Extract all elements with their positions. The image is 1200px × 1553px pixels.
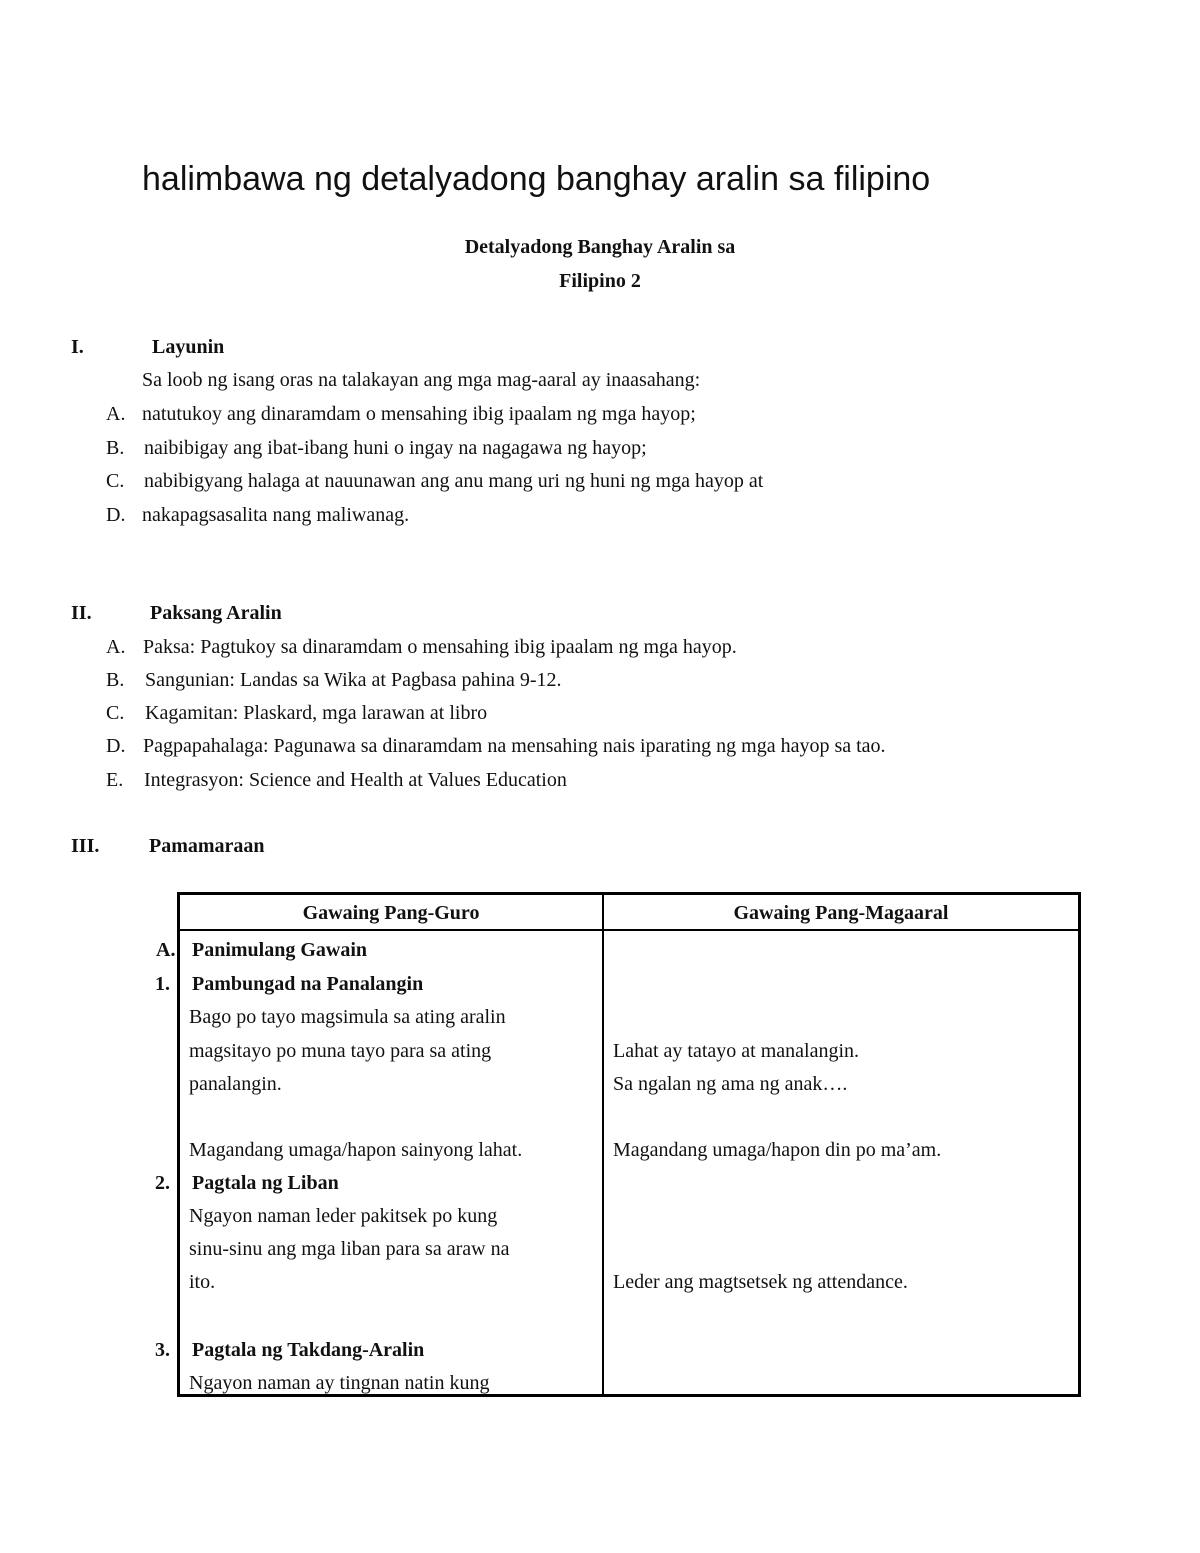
row-heading: Pagtala ng Takdang-Aralin [192, 1339, 425, 1361]
list-item: Paksa: Pagtukoy sa dinaramdam o mensahing ibig ipaalam ng mga hayop. [143, 636, 737, 658]
list-letter: B. [106, 437, 125, 459]
list-item: naibibigay ang ibat-ibang huni o ingay na nagagawa ng hayop; [144, 437, 647, 459]
row-heading: Pambungad na Panalangin [192, 973, 424, 995]
guro-column [179, 930, 604, 1396]
row-heading: Pagtala ng Liban [192, 1172, 339, 1194]
list-letter: C. [106, 470, 125, 492]
magaaral-text: Leder ang magtsetsek ng attendance. [613, 1271, 908, 1293]
list-letter: D. [106, 504, 126, 526]
list-letter: C. [106, 702, 125, 724]
section-title: Layunin [152, 336, 225, 358]
section-numeral: I. [71, 336, 84, 358]
section-title: Pamamaraan [149, 835, 265, 857]
magaaral-text: Lahat ay tatayo at manalangin. [613, 1040, 860, 1062]
list-letter: A. [106, 403, 126, 425]
list-item: Sangunian: Landas sa Wika at Pagbasa pahina 9-12. [145, 669, 562, 691]
guro-text: Ngayon naman ay tingnan natin kung [189, 1372, 490, 1394]
row-heading: Panimulang Gawain [192, 939, 368, 961]
guro-text: sinu-sinu ang mga liban para sa araw na [189, 1238, 510, 1260]
magaaral-text: Magandang umaga/hapon din po ma’am. [613, 1139, 942, 1161]
list-item: nabibigyang halaga at nauunawan ang anu mang uri ng huni ng mga hayop at [144, 470, 764, 492]
guro-text: Bago po tayo magsimula sa ating aralin [189, 1006, 506, 1028]
list-letter: D. [106, 735, 126, 757]
guro-text: panalangin. [189, 1073, 282, 1095]
section-numeral: II. [71, 602, 92, 624]
list-letter: B. [106, 669, 125, 691]
section-numeral: III. [71, 835, 100, 857]
guro-text: Ngayon naman leder pakitsek po kung [189, 1205, 498, 1227]
list-item: Integrasyon: Science and Health at Values Education [144, 769, 567, 791]
magaaral-text: Sa ngalan ng ama ng anak…. [613, 1073, 848, 1095]
guro-text: magsitayo po muna tayo para sa ating [189, 1040, 492, 1062]
list-item: Pagpapahalaga: Pagunawa sa dinaramdam na mensahing nais iparating ng mga hayop sa tao. [143, 735, 886, 757]
list-letter: E. [106, 769, 124, 791]
list-letter: A. [106, 636, 126, 658]
list-item: Kagamitan: Plaskard, mga larawan at libro [145, 702, 488, 724]
page-title: halimbawa ng detalyadong banghay aralin sa filipino [142, 160, 931, 198]
table-header-guro: Gawaing Pang-Guro [302, 902, 480, 924]
magaaral-column [603, 930, 1080, 1396]
doc-heading-line2: Filipino 2 [559, 270, 641, 292]
row-number: 3. [155, 1339, 170, 1361]
section-intro: Sa loob ng isang oras na talakayan ang mga mag-aaral ay inaasahang: [142, 369, 701, 391]
row-number: 2. [155, 1172, 170, 1194]
section-title: Paksang Aralin [150, 602, 282, 624]
list-item: natutukoy ang dinaramdam o mensahing ibig ipaalam ng mga hayop; [142, 403, 696, 425]
doc-heading-line1: Detalyadong Banghay Aralin sa [464, 236, 736, 258]
row-number: 1. [155, 973, 170, 995]
row-label: A. [156, 939, 176, 961]
guro-text: Magandang umaga/hapon sainyong lahat. [189, 1139, 523, 1161]
table-header-magaaral: Gawaing Pang-Magaaral [733, 902, 949, 924]
list-item: nakapagsasalita nang maliwanag. [142, 504, 410, 526]
guro-text: ito. [189, 1271, 216, 1293]
